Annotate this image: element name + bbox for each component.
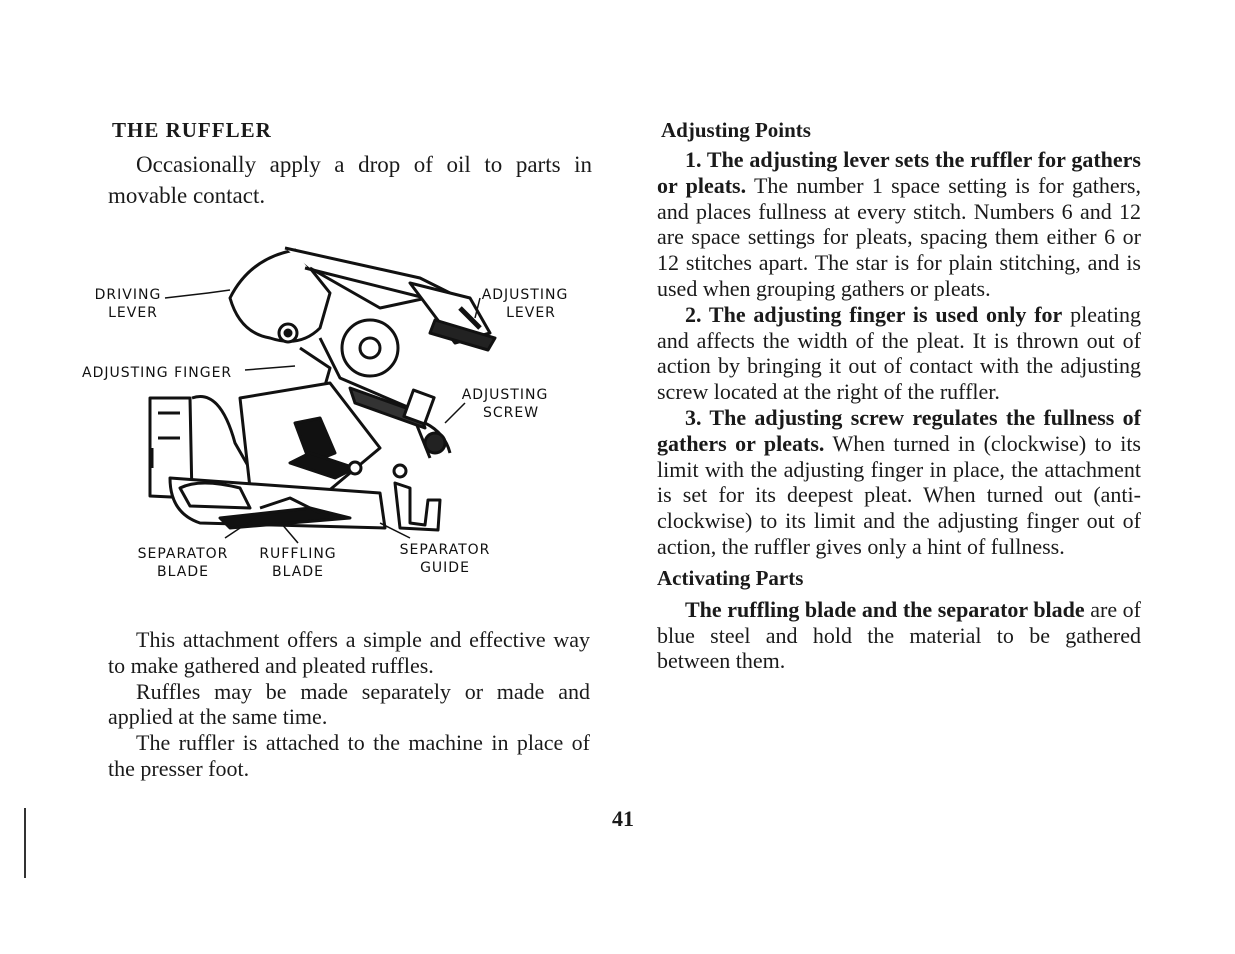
paragraph-ruffles: Ruffles may be made separately or made and applied at the same time.	[108, 678, 590, 730]
paragraph-point-1	[657, 147, 1141, 302]
paragraph-activating	[657, 597, 1141, 674]
intro-paragraph: Occasionally apply a drop of oil to parts in movable contact.	[108, 152, 592, 208]
label-separator-guide: SEPARATOR GUIDE	[399, 542, 491, 576]
paragraph-attachment: This attachment offers a simple and effective way to make gathered and pleated ruffles.	[108, 627, 590, 678]
label-driving-lever: DRIVING LEVER	[94, 287, 162, 321]
point-3-lead: 3. The adjusting screw regulates the fullness of gathers or pleats.	[657, 404, 1141, 456]
activating-text: are of blue steel and hold the material to be gathered between them.	[657, 596, 1141, 674]
activating-parts-heading: Activating Parts	[657, 565, 804, 590]
paragraph-point-3	[657, 405, 1141, 560]
point-2-text: pleating and affects the width of the pleat. It is thrown out of action by bringing it out of contact with the adjusting screw located at the right of the ruffler.	[657, 301, 1141, 405]
page-number: 41	[612, 806, 634, 831]
point-1-text: The number 1 space setting is for gathers, and places fullness at every stitch. Numbers 6 and 12 are space settings for pleats, spacing them either 6 or 12 stitches apart. The star is for plain stitching, and is used when grouping gathers or pleats.	[657, 172, 1141, 301]
left-column	[108, 118, 592, 211]
label-ruffling-blade: RUFFLING BLADE	[259, 546, 337, 580]
paragraph-attached: The ruffler is attached to the machine in place of the presser foot.	[108, 730, 590, 781]
label-adjusting-lever: ADJUSTING LEVER	[481, 287, 569, 321]
label-adjusting-screw: ADJUSTING SCREW	[461, 387, 549, 421]
adjusting-points-heading: Adjusting Points	[661, 118, 811, 142]
ruffler-figure	[80, 238, 580, 588]
scan-edge-line	[24, 808, 26, 878]
point-1-lead: 1. The adjusting lever sets the ruffler for gathers or pleats.	[657, 147, 1141, 198]
label-separator-blade: SEPARATOR BLADE	[137, 546, 229, 580]
section-title: THE RUFFLER	[112, 118, 272, 142]
label-adjusting-finger: ADJUSTING FINGER	[82, 365, 233, 381]
right-column	[657, 118, 1141, 674]
point-2-lead: 2. The adjusting finger is used only for	[685, 301, 1063, 327]
left-body	[108, 627, 590, 782]
paragraph-point-2	[657, 302, 1141, 405]
activating-lead: The ruffling blade and the separator blade	[685, 596, 1085, 622]
point-3-text: When turned in (clockwise) to its limit with the adjusting finger in place, the attachment is set for its deepest pleat. When turned out (anti-clockwise) to its limit and the adjusting finger out of action, the ruffler gives only a hint of fullness.	[657, 430, 1141, 559]
